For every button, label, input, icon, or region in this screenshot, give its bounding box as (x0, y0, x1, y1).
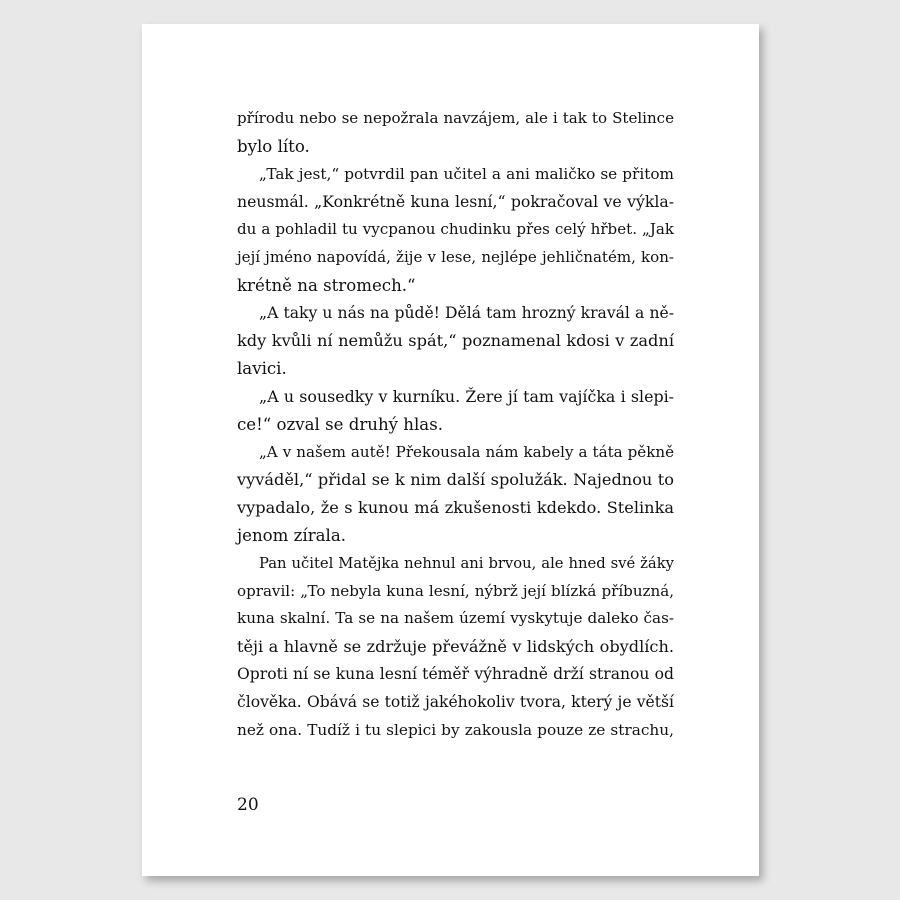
text-line: člověka. Obává se totiž jakéhokoliv tvora, který je větší (237, 692, 674, 711)
text-line: jenom zírala. (237, 525, 347, 545)
text-line: du a pohladil tu vycpanou chudinku přes celý hřbet. „Jak (237, 220, 674, 239)
text-line: neusmál. „Konkrétně kuna lesní,“ pokračoval ve výkla- (237, 192, 674, 212)
page-text (237, 105, 674, 744)
text-line: její jméno napovídá, žije v lese, nejlépe jehličnatém, kon- (237, 247, 674, 266)
text-line: kuna skalní. Ta se na našem území vyskytuje daleko čas- (237, 609, 674, 628)
text-line: Pan učitel Matějka nehnul ani brvou, ale hned své žáky (259, 554, 674, 572)
text-line: než ona. Tudíž i tu slepici by zakousla pouze ze strachu, (237, 720, 674, 739)
text-line: přírodu nebo se nepožrala navzájem, ale i tak to Stelince (237, 109, 674, 127)
text-line: opravil: „To nebyla kuna lesní, nýbrž její blízká příbuzná, (237, 581, 674, 600)
text-line: kdy kvůli ní nemůžu spát,“ poznamenal kdosi v zadní (237, 331, 674, 351)
page-number: 20 (237, 795, 259, 815)
text-line: „Tak jest,“ potvrdil pan učitel a ani maličko se přitom (259, 164, 674, 183)
text-line: Oproti ní se kuna lesní téměř výhradně drží stranou od (237, 664, 674, 683)
text-line: bylo líto. (237, 136, 310, 156)
text-line: těji a hlavně se zdržuje převážně v lidských obydlích. (237, 637, 674, 657)
text-line: „A u sousedky v kurníku. Žere jí tam vajíčka i slepi- (259, 386, 674, 406)
text-line: krétně na stromech.“ (237, 275, 416, 295)
text-line: „A taky u nás na půdě! Dělá tam hrozný kravál a ně- (259, 303, 674, 322)
text-line: „A v našem autě! Překousala nám kabely a táta pěkně (259, 442, 674, 461)
text-line: vyváděl,“ přidal se k nim další spolužák. Najednou to (237, 470, 674, 490)
book-page (142, 24, 759, 876)
text-line: vypadalo, že s kunou má zkušenosti kdekdo. Stelinka (237, 498, 674, 518)
text-line: ce!“ ozval se druhý hlas. (237, 414, 443, 434)
text-line: lavici. (237, 359, 287, 379)
